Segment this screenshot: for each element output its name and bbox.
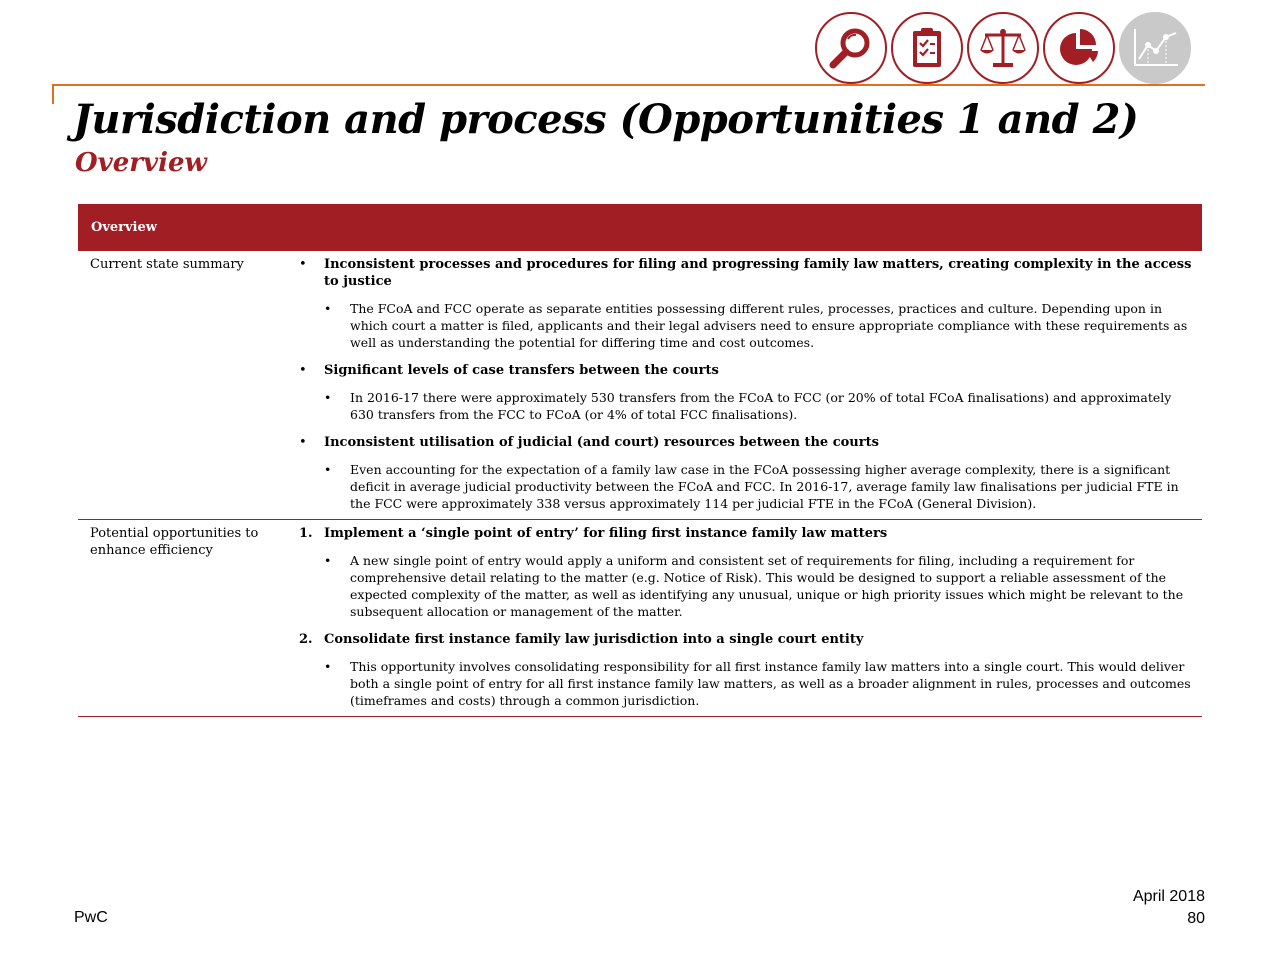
bullet-marker: • xyxy=(324,553,332,568)
footer-date: April 2018 xyxy=(1132,888,1205,905)
table-row xyxy=(78,520,1202,717)
page-number: 80 xyxy=(1187,910,1205,927)
header-rule xyxy=(52,84,1205,86)
number-marker: 2. xyxy=(299,632,313,647)
row-body xyxy=(286,251,1202,519)
clipboard-checklist-icon[interactable] xyxy=(891,12,963,84)
bullet-marker: • xyxy=(324,659,332,674)
bullet-marker: • xyxy=(299,435,307,450)
bullet-marker: • xyxy=(324,390,332,405)
list-item xyxy=(299,631,1192,648)
magnifier-icon[interactable] xyxy=(815,12,887,84)
pie-chart-icon[interactable] xyxy=(1043,12,1115,84)
item-heading: Consolidate first instance family law jurisdiction into a single court entity xyxy=(324,632,864,647)
row-label: Potential opportunities to enhance efficiency xyxy=(90,526,259,558)
item-heading: Significant levels of case transfers between the courts xyxy=(324,363,719,378)
bullet-marker: • xyxy=(324,462,332,477)
bullet-marker: • xyxy=(299,257,307,272)
brand-label: PwC xyxy=(74,909,108,926)
bullet-marker: • xyxy=(299,363,307,378)
footer-meta xyxy=(1133,886,1205,930)
scales-icon[interactable] xyxy=(967,12,1039,84)
list-item xyxy=(299,362,1192,379)
item-detail: Even accounting for the expectation of a family law case in the FCoA possessing higher average complexity, there is a significant deficit in average judicial productivity between the FCoA and FCC. In 2016-17, average family law finalisations per judicial FTE in the FCC were approximately 338 versus approximately 114 per judicial FTE in the FCoA (General Division). xyxy=(350,462,1179,511)
item-detail: A new single point of entry would apply a uniform and consistent set of requirements for filing, including a requirement for comprehensive detail relating to the matter (e.g. Notice of Risk). This would be designed to support a reliable assessment of the expected complexity of the matter, as well as identifying any unusual, unique or high priority issues which might be relevant to the subsequent allocation or management of the matter. xyxy=(350,553,1184,619)
number-marker: 1. xyxy=(299,526,313,541)
sub-list-item xyxy=(324,389,1192,423)
section-icon-nav xyxy=(815,12,1191,84)
row-body xyxy=(286,520,1202,716)
table-header: Overview xyxy=(78,204,1202,251)
header-rule-tick xyxy=(52,84,54,104)
list-item xyxy=(299,525,1192,542)
page-subtitle: Overview xyxy=(75,148,207,178)
item-heading: Implement a ‘single point of entry’ for filing first instance family law matters xyxy=(324,526,888,541)
sub-list-item xyxy=(324,300,1192,351)
row-label: Current state summary xyxy=(90,257,244,272)
sub-list-item xyxy=(324,461,1192,512)
item-heading: Inconsistent processes and procedures for filing and progressing family law matters, creating complexity in the access to justice xyxy=(324,257,1192,289)
sub-list-item xyxy=(324,658,1192,709)
page-title: Jurisdiction and process (Opportunities 1 and 2) xyxy=(73,96,1139,143)
item-heading: Inconsistent utilisation of judicial (and court) resources between the courts xyxy=(324,435,879,450)
bullet-marker: • xyxy=(324,301,332,316)
table-row xyxy=(78,251,1202,520)
overview-table xyxy=(78,204,1202,717)
item-detail: The FCoA and FCC operate as separate entities possessing different rules, processes, practices and culture. Depending upon in which court a matter is filed, applicants and their legal advisers need to ensure appropriate compliance with these requirements as well as understanding the potential for differing time and cost outcomes. xyxy=(350,301,1188,350)
sub-list-item xyxy=(324,552,1192,620)
item-detail: This opportunity involves consolidating responsibility for all first instance family law matters into a single court. This would deliver both a single point of entry for all first instance family law matters, as well as a broader alignment in rules, processes and outcomes (timeframes and costs) through a common jurisdiction. xyxy=(350,659,1191,708)
list-item xyxy=(299,256,1192,290)
item-detail: In 2016-17 there were approximately 530 transfers from the FCoA to FCC (or 20% of total FCoA finalisations) and approximately 630 transfers from the FCC to FCoA (or 4% of total FCC finalisations). xyxy=(350,390,1172,422)
list-item xyxy=(299,434,1192,451)
line-chart-icon[interactable] xyxy=(1119,12,1191,84)
